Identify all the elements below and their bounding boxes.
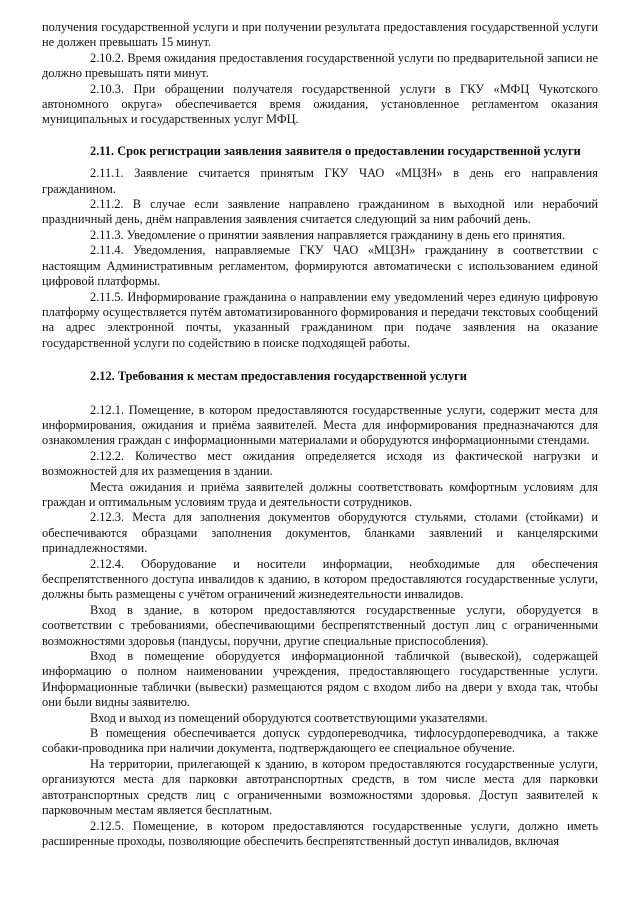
paragraph-2-11-5: 2.11.5. Информирование гражданина о направлении ему уведомлений через единую цифровую платформу осуществляется путём автоматизированного формирования и передачи текстовых сообщений на адрес электронной почты, указанный гражданином при подаче заявления на оказание государственной услуги по содействию в поиске подходящей работы. — [42, 289, 598, 350]
paragraph-2-11-4: 2.11.4. Уведомления, направляемые ГКУ ЧАО «МЦЗН» гражданину в соответствии с настоящим Административным регламентом, формируются автоматически с использованием единой цифровой платформы. — [42, 243, 598, 289]
paragraph-2-12-4: 2.12.4. Оборудование и носители информации, необходимые для обеспечения беспрепятственного доступа инвалидов к зданию, в котором предоставляются государственные услуги, должны быть размещены с учётом ограничений жизнедеятельности инвалидов. — [42, 556, 598, 602]
section-heading-2-11: 2.11. Срок регистрации заявления заявителя о предоставлении государственной услуги — [90, 143, 581, 158]
paragraph-waiting-places: Места ожидания и приёма заявителей должны соответствовать комфортным условиям для граждан и оптимальным условиям труда и деятельности сотрудников. — [42, 479, 598, 509]
paragraph-2-10-3: 2.10.3. При обращении получателя государственной услуги в ГКУ «МФЦ Чукотского автономного округа» обеспечивается время ожидания, установленное регламентом оказания муниципальных и государственных услуг МФЦ. — [42, 81, 598, 127]
section-heading-2-12: 2.12. Требования к местам предоставления государственной услуги — [90, 369, 467, 384]
paragraph-entry-exit: Вход и выход из помещений оборудуются соответствующими указателями. — [90, 710, 488, 725]
paragraph-2-11-2: 2.11.2. В случае если заявление направлено гражданином в выходной или нерабочий праздничный день, днём направления заявления считается следующий за ним рабочий день. — [42, 197, 598, 227]
paragraph-info-sign: Вход в помещение оборудуется информационной табличкой (вывеской), содержащей информацию о полном наименовании учреждения, предоставляющего государственные услуги. Информационные таблички (вывески) размещаются рядом с входом либо на двери у входа так, чтобы они были видны заявителю. — [42, 649, 598, 710]
paragraph-2-12-1: 2.12.1. Помещение, в котором предоставляются государственные услуги, содержит места для информирования, ожидания и приёма заявителей. Места для информирования предназначаются для ознакомления граждан с информационными материалами и оборудуются информационными стендами. — [42, 402, 598, 448]
paragraph-2-11-3: 2.11.3. Уведомление о принятии заявления направляется гражданину в день его принятия. — [90, 227, 566, 242]
paragraph-2-12-2: 2.12.2. Количество мест ожидания определяется исходя из фактической нагрузки и возможностей для их размещения в здании. — [42, 448, 598, 479]
paragraph-parking: На территории, прилегающей к зданию, в котором предоставляются государственные услуги, организуются места для парковки автотранспортных средств, в том числе места для парковки автотранспортных средств лиц с ограниченными возможностями здоровья. Доступ заявителей к парковочным местам является бесплатным. — [42, 756, 598, 818]
paragraph-2-12-3: 2.12.3. Места для заполнения документов оборудуются стульями, столами (стойками) и обеспечиваются образцами заполнения документов, бланками заявлений и канцелярскими принадлежностями. — [42, 510, 598, 556]
paragraph-2-11-1: 2.11.1. Заявление считается принятым ГКУ ЧАО «МЦЗН» в день его направления гражданином. — [42, 166, 598, 196]
paragraph-interpreter-access: В помещения обеспечивается допуск сурдопереводчика, тифлосурдопереводчика, а также собаки-проводника при наличии документа, подтверждающего ее специальное обучение. — [42, 726, 598, 756]
paragraph-2-10-2: 2.10.2. Время ожидания предоставления государственной услуги по предварительной записи не должно превышать пяти минут. — [42, 50, 598, 81]
paragraph-2-12-5: 2.12.5. Помещение, в котором предоставляются государственные услуги, должно иметь расширенные проходы, позволяющие обеспечить беспрепятственный доступ инвалидов, включая — [42, 818, 598, 848]
paragraph-building-entrance: Вход в здание, в котором предоставляются государственные услуги, оборудуется в соответствии с требованиями, обеспечивающими беспрепятственный доступ лиц с ограниченными возможностями здоровья (пандусы, поручни, другие специальные приспособления). — [42, 602, 598, 648]
paragraph-2-10-1-end: получения государственной услуги и при получении результата предоставления государственной услуги не должен превышать 15 минут. — [42, 20, 598, 50]
